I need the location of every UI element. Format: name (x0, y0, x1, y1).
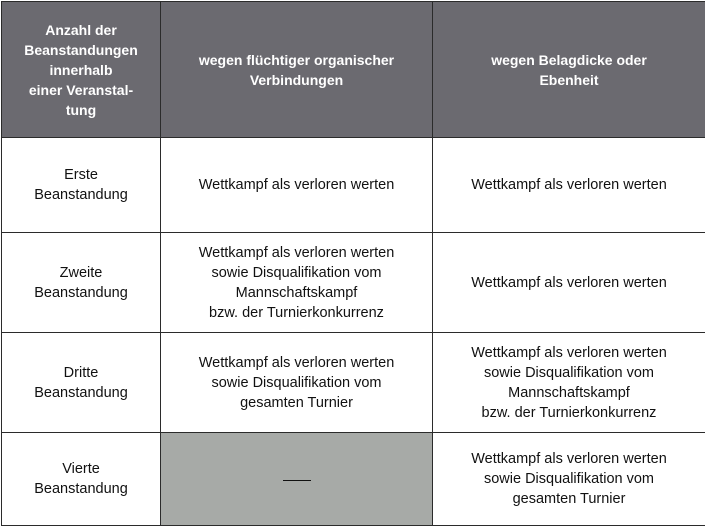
header-text-line: einer Veranstal- (28, 81, 134, 98)
cell-text-line: sowie Disqualifikation vom (483, 364, 655, 381)
row-label-line: Beanstandung (34, 284, 128, 301)
cell-text-line: sowie Disqualifikation vom (483, 471, 655, 487)
header-text-line: Verbindungen (249, 71, 344, 88)
cell-text-line: Mannschaftskampf (508, 384, 630, 401)
penalty-rules-table (1, 1, 705, 526)
cell-text-line: Mannschaftskampf (235, 284, 358, 301)
row-label-line: Beanstandung (34, 384, 128, 401)
cell-text-line: Wettkampf als verloren werten (198, 354, 395, 371)
volatile-compounds-cell (161, 333, 433, 433)
row-label-cell (2, 138, 161, 233)
cell-text-line: Wettkampf als verloren werten (198, 177, 395, 193)
volatile-compounds-cell (161, 233, 433, 333)
table-row (2, 138, 705, 233)
header-text-line: Ebenheit (539, 71, 599, 88)
row-label-line: Beanstandung (34, 481, 128, 497)
cell-text-line: gesamten Turnier (240, 394, 353, 411)
volatile-compounds-not-applicable-cell (161, 433, 433, 526)
not-applicable-dash (283, 480, 311, 481)
header-count-of-complaints (2, 2, 161, 138)
header-volatile-compounds (161, 2, 433, 138)
table-row (2, 233, 705, 333)
cell-text-line: sowie Disqualifikation vom (211, 264, 382, 281)
thickness-flatness-cell (433, 333, 705, 433)
table-row (2, 433, 705, 526)
row-label-line: Zweite (59, 264, 103, 281)
thickness-flatness-cell (433, 138, 705, 233)
table-row (2, 333, 705, 433)
row-label-cell (2, 333, 161, 433)
header-text-line: innerhalb (49, 61, 113, 78)
header-text-line: wegen Belagdicke oder (491, 51, 647, 68)
header-row (2, 2, 705, 138)
row-label-line: Erste (64, 167, 98, 183)
header-thickness-flatness (433, 2, 705, 138)
cell-text-line: bzw. der Turnierkonkurrenz (481, 404, 657, 421)
header-text-line: Beanstandungen (24, 41, 138, 58)
cell-text-line: Wettkampf als verloren werten (471, 274, 667, 291)
row-label-cell (2, 233, 161, 333)
cell-text-line: sowie Disqualifikation vom (211, 374, 382, 391)
header-text-line: Anzahl der (45, 21, 117, 38)
cell-text-line: gesamten Turnier (512, 491, 626, 507)
row-label-line: Vierte (62, 461, 100, 477)
thickness-flatness-cell (433, 233, 705, 333)
header-text-line: tung (65, 101, 97, 118)
cell-text-line: bzw. der Turnierkonkurrenz (209, 304, 384, 321)
volatile-compounds-cell (161, 138, 433, 233)
row-label-line: Dritte (63, 364, 99, 381)
row-label-line: Beanstandung (34, 187, 128, 203)
thickness-flatness-cell (433, 433, 705, 526)
cell-text-line: Wettkampf als verloren werten (471, 344, 667, 361)
cell-text-line: Wettkampf als verloren werten (471, 177, 667, 193)
cell-text-line: Wettkampf als verloren werten (198, 244, 395, 261)
cell-text-line: Wettkampf als verloren werten (471, 451, 667, 467)
row-label-cell (2, 433, 161, 526)
header-text-line: wegen flüchtiger organischer (198, 51, 395, 68)
